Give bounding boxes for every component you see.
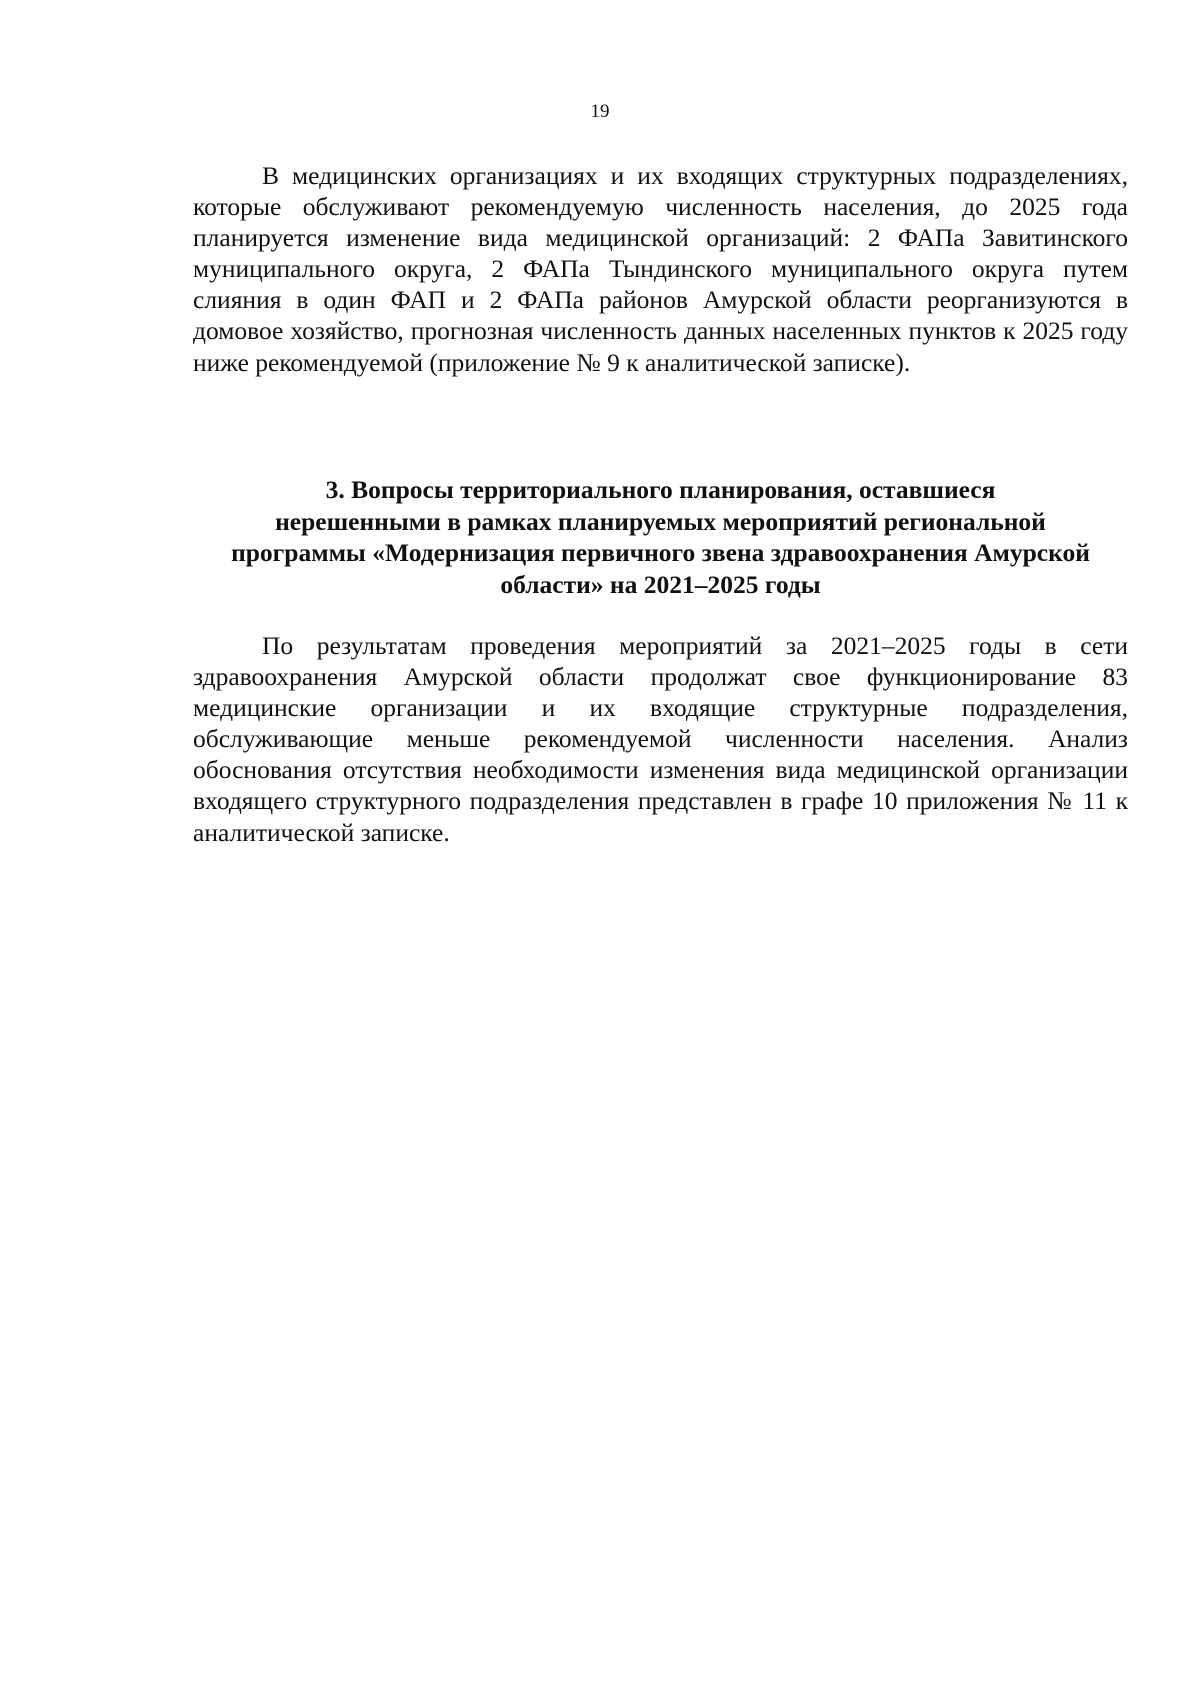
paragraph-medical-organizations: В медицинских организациях и их входящих структурных подразделениях, которые обслуживают рекомендуемую численность населения, до 2025 года планируется изменение вида медицинской организаций: 2 ФАПа Завитинского муниципального округа, 2 ФАПа Тындинского муниципального округа путем слияния в один ФАП и 2 ФАПа районов Амурской области реорганизуются в домовое хозяйство, прогнозная численность данных населенных пунктов к 2025 году ниже рекомендуемой (приложение № 9 к аналитической записке). xyxy=(193,161,1128,377)
section-heading-line-1: 3. Вопросы территориального планирования, оставшиеся xyxy=(325,475,996,504)
section-heading xyxy=(193,474,1128,600)
section-heading-line-4: области» на 2021–2025 годы xyxy=(500,569,821,599)
section-heading-line-2: нерешенными в рамках планируемых мероприятий региональной xyxy=(275,506,1046,536)
section-heading-line-3: программы «Модернизация первичного звена здравоохранения Амурской xyxy=(231,538,1090,567)
page-number: 19 xyxy=(590,101,610,122)
paragraph-results: По результатам проведения мероприятий за 2021–2025 годы в сети здравоохранения Амурской области продолжат свое функционирование 83 медицинские организации и их входящие структурные подразделения, обслуживающие меньше рекомендуемой численности населения. Анализ обоснования отсутствия необходимости изменения вида медицинской организации входящего структурного подразделения представлен в графе 10 приложения № 11 к аналитической записке. xyxy=(193,631,1128,847)
